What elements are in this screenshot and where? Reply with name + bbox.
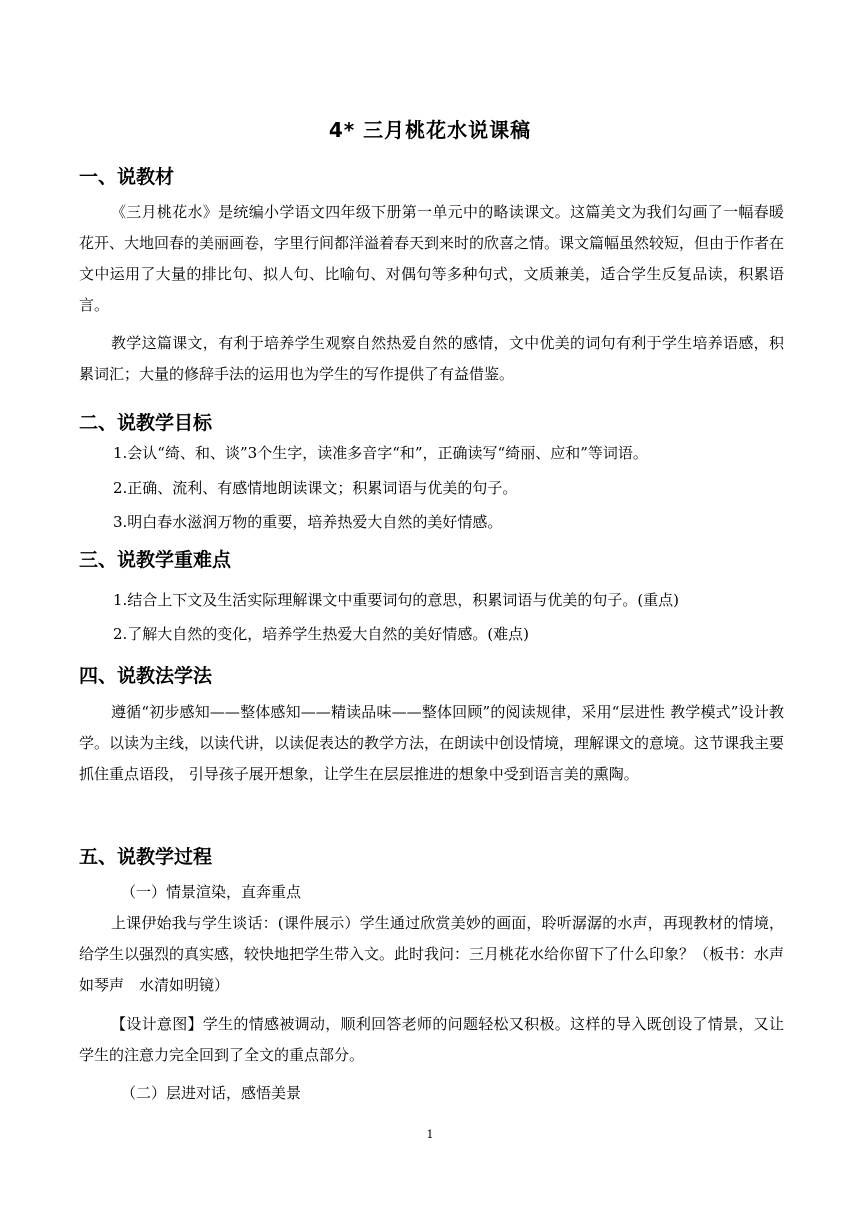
paragraph-methods: 遵循“初步感知——整体感知——精读品味——整体回顾”的阅读规律，采用“层进性 教学模式”设计教学。以读为主线，以读代讲，以读促表达的教学方法，在朗读中创设情境，理解课文的意境。这节课我主要抓住重点语段， 引导孩子展开想象，让学生在层层推进的想象中受到语言美的熏陶。	[79, 703, 785, 783]
goal-item: 3.明白春水滋润万物的重要，培养热爱大自然的美好情感。	[113, 513, 503, 531]
goal-item: 2.正确、流利、有感情地朗读课文；积累词语与优美的句子。	[113, 479, 518, 497]
section-heading-methods: 四、说教法学法	[79, 665, 213, 687]
paragraph-process-intro: 上课伊始我与学生谈话：(课件展示）学生通过欣赏美妙的画面，聆听潺潺的水声，再现教材的情境，给学生以强烈的真实感，较快地把学生带入文。此时我问：三月桃花水给你留下了什么印象？（板书：水声如琴声 水清如明镜）	[79, 914, 785, 994]
paragraph-design-intent: 【设计意图】学生的情感被调动，顺利回答老师的问题轻松又积极。这样的导入既创设了情景，又让学生的注意力完全回到了全文的重点部分。	[79, 1015, 784, 1064]
goal-item: 1.会认“绮、和、谈”3个生字，读准多音字“和”，正确读写“绮丽、应和”等词语。	[113, 444, 648, 462]
paragraph-textbook-intro: 《三月桃花水》是统编小学语文四年级下册第一单元中的略读课文。这篇美文为我们勾画了一幅春暖花开、大地回春的美丽画卷，字里行间都洋溢着春天到来时的欣喜之情。课文篇幅虽然较短，但由于作者在文中运用了大量的排比句、拟人句、比喻句、对偶句等多种句式，文质兼美，适合学生反复品读，积累语言。	[79, 203, 785, 314]
page-number: 1	[426, 1128, 434, 1141]
section-heading-process: 五、说教学过程	[79, 846, 213, 868]
key-point-item: 2.了解大自然的变化，培养学生热爱大自然的美好情感。(难点)	[113, 625, 530, 643]
section-heading-key-points: 三、说教学重难点	[79, 549, 232, 571]
section-heading-textbook: 一、说教材	[79, 166, 175, 188]
section-heading-goals: 二、说教学目标	[79, 412, 213, 434]
paragraph-textbook-value: 教学这篇课文，有利于培养学生观察自然热爱自然的感情，文中优美的词句有利于学生培养语感，积累词汇；大量的修辞手法的运用也为学生的写作提供了有益借鉴。	[79, 334, 784, 383]
document-title: 4* 三月桃花水说课稿	[328, 118, 532, 142]
key-point-item: 1.结合上下文及生活实际理解课文中重要词句的意思，积累词语与优美的句子。(重点)	[113, 591, 680, 609]
process-subheading-2: （二）层进对话，感悟美景	[121, 1084, 302, 1102]
process-subheading-1: （一）情景渲染，直奔重点	[121, 883, 302, 901]
